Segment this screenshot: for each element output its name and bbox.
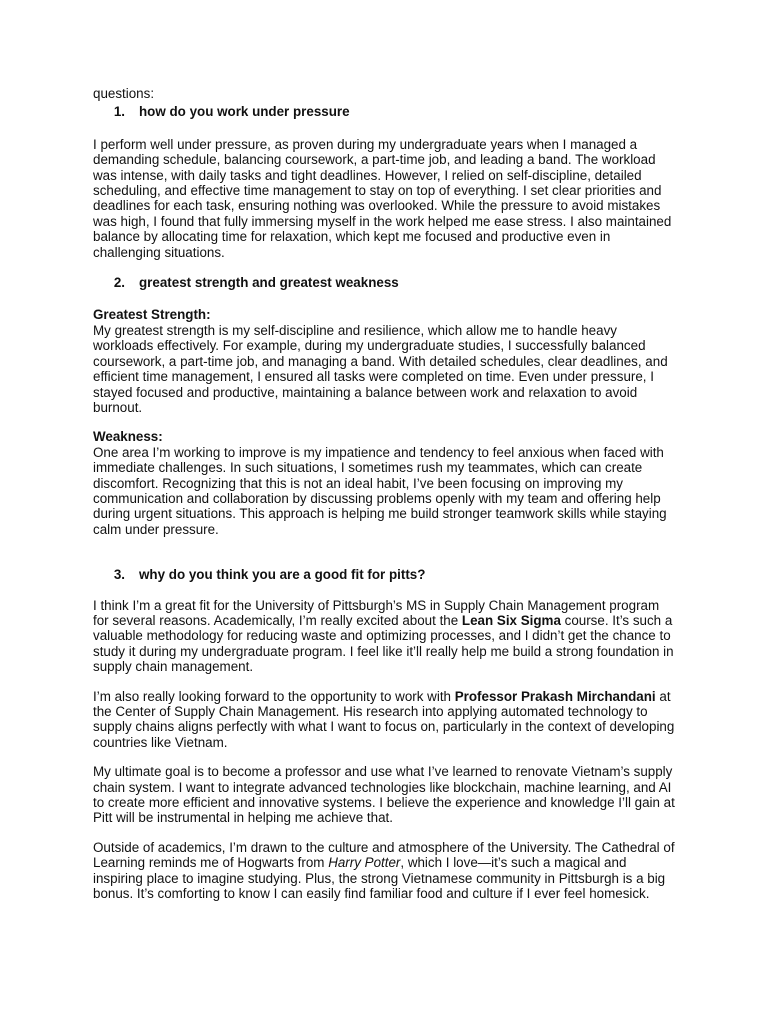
p4-text-b: , which I love—it’s such a magical and inspiring place to imagine studying. Plus, the strong Vietnamese community in Pittsburgh is a big bonus. It’s comforting to know I can easily find familiar food and culture if I ever feel homesick. xyxy=(93,855,666,902)
professor-name-bold: Professor Prakash Mirchandani xyxy=(454,688,656,704)
strength-text: My greatest strength is my self-discipline and resilience, which allow me to handle heavy workloads effectively. For example, during my undergraduate studies, I successfully balanced coursework, a part-time job, and managing a band. With detailed schedules, clear deadlines, and efficient time management, I ensured all tasks were completed on time. Even under pressure, I stayed focused and productive, maintaining a balance between work and relaxation to avoid burnout. xyxy=(93,322,668,415)
question-3-paragraph-1 xyxy=(93,598,677,675)
question-3-number: 3. xyxy=(113,567,125,583)
p1-text-b: course. It’s such a valuable methodology for reducing waste and optimizing processes, and I didn’t get the chance to study it during my undergraduate program. I feel like it’ll really help me build a strong foundation in supply chain management. xyxy=(93,612,674,675)
question-1-heading xyxy=(93,104,677,119)
question-3-paragraph-4 xyxy=(93,840,677,902)
p2-text-b: at the Center of Supply Chain Management. His research into applying automated technology to supply chains aligns perfectly with what I want to focus on, particularly in the context of developing countries like Vietnam. xyxy=(93,688,675,750)
p1-text-a: I think I’m a great fit for the University of Pittsburgh’s MS in Supply Chain Management program for several reasons. Academically, I’m really excited about the xyxy=(93,597,660,628)
p2-text-a: I’m also really looking forward to the opportunity to work with xyxy=(93,688,455,704)
question-3-paragraph-2 xyxy=(93,689,677,751)
question-1-title: how do you work under pressure xyxy=(139,104,350,120)
p4-text-a: Outside of academics, I’m drawn to the culture and atmosphere of the University. The Cathedral of Learning reminds me of Hogwarts from xyxy=(93,839,675,871)
question-1-answer: I perform well under pressure, as proven during my undergraduate years when I managed a demanding schedule, balancing coursework, a part-time job, and leading a band. The workload was intense, with daily tasks and tight deadlines. However, I relied on self-discipline, detailed scheduling, and effective time management to stay on top of everything. I set clear priorities and deadlines for each task, ensuring nothing was overlooked. While the pressure to avoid mistakes was high, I found that fully immersing myself in the work helped me ease stress. I also maintained balance by allocating time for relaxation, which kept me focused and productive even in challenging situations. xyxy=(93,136,672,260)
question-3-title: why do you think you are a good fit for pitts? xyxy=(139,567,426,583)
strength-heading: Greatest Strength: xyxy=(93,307,211,323)
question-2-heading xyxy=(93,275,677,290)
weakness-heading: Weakness: xyxy=(93,429,163,445)
harry-potter-italic: Harry Potter xyxy=(328,855,401,871)
question-2-number: 2. xyxy=(113,275,125,291)
question-3-heading xyxy=(93,567,677,582)
intro-label: questions: xyxy=(93,86,155,101)
document-page xyxy=(93,86,677,901)
question-1-number: 1. xyxy=(113,104,125,120)
question-3-paragraph-3: My ultimate goal is to become a professor and use what I’ve learned to renovate Vietnam’s supply chain system. I want to integrate advanced technologies like blockchain, machine learning, and AI to create more efficient and innovative systems. I believe the experience and knowledge I’ll gain at Pitt will be instrumental in helping me achieve that. xyxy=(93,764,675,826)
lean-six-sigma-bold: Lean Six Sigma xyxy=(461,612,561,628)
question-2-title: greatest strength and greatest weakness xyxy=(139,275,399,291)
weakness-text: One area I’m working to improve is my impatience and tendency to feel anxious when faced with immediate challenges. In such situations, I sometimes rush my teammates, which can create discomfort. Recognizing that this is not an ideal habit, I’ve been focusing on improving my communication and collaboration by discussing problems openly with my team and offering help during urgent situations. This approach is helping me build stronger teamwork skills while staying calm under pressure. xyxy=(93,444,667,537)
